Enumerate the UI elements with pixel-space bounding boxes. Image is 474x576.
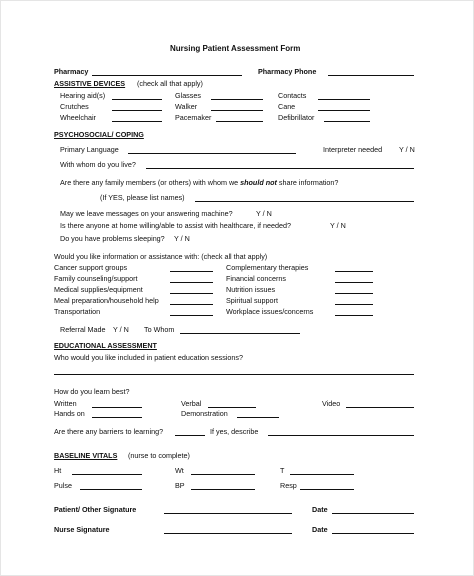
educational-heading: EDUCATIONAL ASSESSMENT — [54, 341, 157, 350]
video-field[interactable] — [346, 407, 414, 408]
height-label: Ht — [54, 466, 62, 475]
nurse-signature-field[interactable] — [164, 533, 292, 534]
crutches-field[interactable] — [112, 110, 162, 111]
family-counseling-field[interactable] — [170, 282, 213, 283]
nurse-date-field[interactable] — [332, 533, 414, 534]
complementary-label: Complementary therapies — [226, 263, 309, 272]
cane-field[interactable] — [318, 110, 370, 111]
sleeping-question: Do you have problems sleeping? — [60, 234, 165, 243]
home-help-yn[interactable]: Y / N — [330, 221, 346, 230]
barriers-question: Are there any barriers to learning? — [54, 427, 164, 436]
financial-label: Financial concerns — [226, 274, 286, 283]
spiritual-field[interactable] — [335, 304, 373, 305]
hearing-aids-field[interactable] — [112, 99, 162, 100]
glasses-label: Glasses — [175, 91, 201, 100]
baseline-vitals-heading: BASELINE VITALS — [54, 451, 118, 460]
weight-label: Wt — [175, 466, 184, 475]
primary-language-field[interactable] — [128, 153, 296, 154]
workplace-label: Workplace issues/concerns — [226, 307, 314, 316]
education-sessions-field[interactable] — [54, 374, 414, 375]
nurse-signature-label: Nurse Signature — [54, 525, 110, 534]
verbal-field[interactable] — [208, 407, 256, 408]
info-help-label: Would you like information or assistance with: (check all that apply) — [54, 252, 268, 261]
nutrition-label: Nutrition issues — [226, 285, 276, 294]
referral-yn[interactable]: Y / N — [113, 325, 129, 334]
pharmacy-phone-field[interactable] — [328, 75, 414, 76]
pacemaker-field[interactable] — [216, 121, 263, 122]
barriers-field[interactable] — [175, 435, 205, 436]
temperature-field[interactable] — [290, 474, 354, 475]
financial-field[interactable] — [335, 282, 373, 283]
spiritual-label: Spiritual support — [226, 296, 278, 305]
patient-signature-label: Patient/ Other Signature — [54, 505, 137, 514]
assistive-devices-note: (check all that apply) — [137, 79, 203, 88]
contacts-label: Contacts — [278, 91, 307, 100]
medical-supplies-field[interactable] — [170, 293, 213, 294]
referral-made-label: Referral Made — [60, 325, 106, 334]
patient-date-field[interactable] — [332, 513, 414, 514]
learn-best-label: How do you learn best? — [54, 387, 130, 396]
nutrition-field[interactable] — [335, 293, 373, 294]
live-with-field[interactable] — [146, 168, 414, 169]
pharmacy-phone-label: Pharmacy Phone — [258, 67, 317, 76]
workplace-field[interactable] — [335, 315, 373, 316]
written-label: Written — [54, 399, 77, 408]
list-names-label: (If YES, please list names) — [100, 193, 185, 202]
sleeping-yn[interactable]: Y / N — [174, 234, 190, 243]
patient-date-label: Date — [312, 505, 328, 514]
height-field[interactable] — [72, 474, 142, 475]
contacts-field[interactable] — [318, 99, 370, 100]
wheelchair-field[interactable] — [112, 121, 162, 122]
to-whom-field[interactable] — [180, 333, 300, 334]
assistive-devices-heading: ASSISTIVE DEVICES — [54, 79, 126, 88]
form-title: Nursing Patient Assessment Form — [170, 44, 301, 53]
family-counseling-label: Family counseling/support — [54, 274, 138, 283]
temperature-label: T — [280, 466, 285, 475]
hands-on-field[interactable] — [92, 417, 142, 418]
wheelchair-label: Wheelchair — [60, 113, 96, 122]
patient-signature-field[interactable] — [164, 513, 292, 514]
primary-language-label: Primary Language — [60, 145, 119, 154]
meal-prep-label: Meal preparation/household help — [54, 296, 159, 305]
blood-pressure-label: BP — [175, 481, 185, 490]
demonstration-field[interactable] — [237, 417, 279, 418]
live-with-label: With whom do you live? — [60, 160, 136, 169]
transportation-label: Transportation — [54, 307, 101, 316]
baseline-vitals-note: (nurse to complete) — [128, 451, 190, 460]
video-label: Video — [322, 399, 341, 408]
cancer-support-label: Cancer support groups — [54, 263, 128, 272]
complementary-field[interactable] — [335, 271, 373, 272]
pharmacy-label: Pharmacy — [54, 67, 89, 76]
hands-on-label: Hands on — [54, 409, 85, 418]
psychosocial-heading: PSYCHOSOCIAL/ COPING — [54, 130, 144, 139]
interpreter-needed-label: Interpreter needed — [323, 145, 383, 154]
medical-supplies-label: Medical supplies/equipment — [54, 285, 143, 294]
crutches-label: Crutches — [60, 102, 89, 111]
blood-pressure-field[interactable] — [191, 489, 255, 490]
pacemaker-label: Pacemaker — [175, 113, 212, 122]
demonstration-label: Demonstration — [181, 409, 228, 418]
glasses-field[interactable] — [211, 99, 263, 100]
cancer-support-field[interactable] — [170, 271, 213, 272]
home-help-question: Is there anyone at home willing/able to assist with healthcare, if needed? — [60, 221, 291, 230]
barriers-describe-field[interactable] — [268, 435, 414, 436]
pulse-label: Pulse — [54, 481, 72, 490]
messages-question: May we leave messages on your answering machine? — [60, 209, 233, 218]
respiration-label: Resp — [280, 481, 297, 490]
if-yes-describe-label: If yes, describe — [210, 427, 259, 436]
messages-yn[interactable]: Y / N — [256, 209, 272, 218]
to-whom-label: To Whom — [144, 325, 175, 334]
nurse-date-label: Date — [312, 525, 328, 534]
education-sessions-question: Who would you like included in patient education sessions? — [54, 353, 243, 362]
cane-label: Cane — [278, 102, 296, 111]
pulse-field[interactable] — [80, 489, 142, 490]
respiration-field[interactable] — [300, 489, 354, 490]
written-field[interactable] — [92, 407, 142, 408]
interpreter-yn[interactable]: Y / N — [399, 145, 415, 154]
walker-field[interactable] — [211, 110, 263, 111]
weight-field[interactable] — [191, 474, 255, 475]
verbal-label: Verbal — [181, 399, 202, 408]
defibrillator-label: Defibrillator — [278, 113, 315, 122]
transportation-field[interactable] — [170, 315, 213, 316]
pharmacy-field[interactable] — [92, 75, 242, 76]
list-names-field[interactable] — [195, 201, 414, 202]
defibrillator-field[interactable] — [324, 121, 370, 122]
family-question: Are there any family members (or others) with whom we should not share information? — [60, 178, 339, 187]
walker-label: Walker — [175, 102, 198, 111]
hearing-aids-label: Hearing aid(s) — [60, 91, 106, 100]
meal-prep-field[interactable] — [170, 304, 213, 305]
